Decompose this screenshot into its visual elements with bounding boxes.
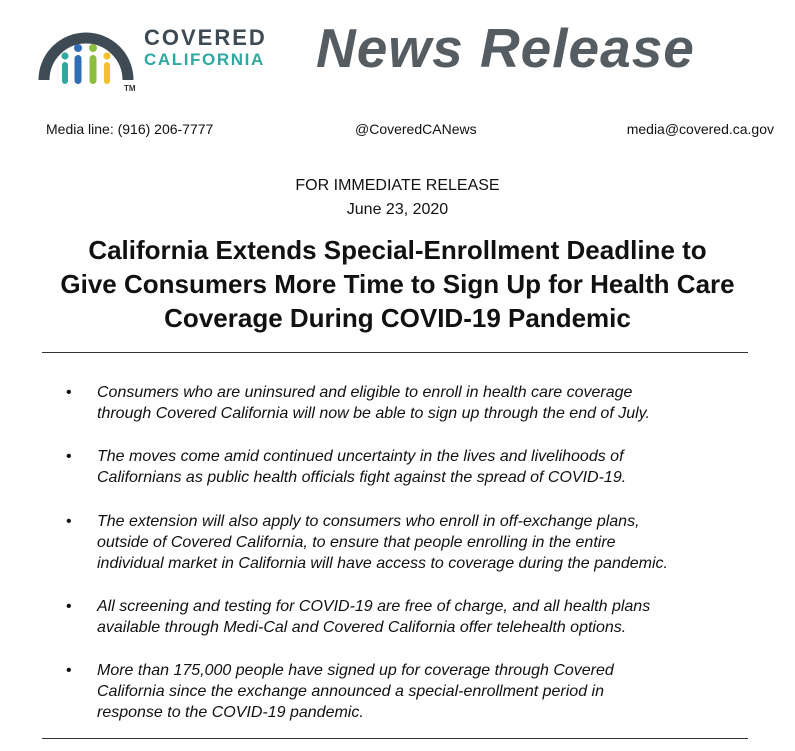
headline-line-1: California Extends Special-Enrollment Deadline to: [88, 235, 707, 265]
bullet-text: Consumers who are uninsured and eligible to enroll in health care coverage through Covered California will now be able to sign up through the end of July.: [97, 384, 650, 422]
headline: [0, 233, 795, 335]
logo-word-california: CALIFORNIA: [144, 50, 265, 69]
bullet-dot-icon: •: [66, 384, 72, 401]
divider-bottom: [42, 738, 748, 739]
twitter-handle[interactable]: @CoveredCANews: [355, 121, 477, 137]
bullet-dot-icon: •: [66, 448, 72, 465]
news-release-title: News Release: [316, 17, 695, 79]
bullet-text: The extension will also apply to consumers who enroll in off-exchange plans, outside of Covered California, to ensure that people enrolling in the entire individual market in California will have access to coverage during the pandemic.: [97, 513, 668, 572]
headline-line-3: Coverage During COVID-19 Pandemic: [164, 303, 631, 333]
trademark-mark: TM: [124, 84, 136, 93]
bullet-dot-icon: •: [66, 662, 72, 679]
media-line-phone: Media line: (916) 206-7777: [46, 121, 214, 137]
bullet-text: All screening and testing for COVID-19 are free of charge, and all health plans available through Medi-Cal and Covered California offer telehealth options.: [97, 598, 651, 636]
logo-word-covered: COVERED: [144, 25, 267, 50]
release-date: June 23, 2020: [346, 201, 449, 218]
bullet-dot-icon: •: [66, 513, 72, 530]
page-header: [0, 0, 795, 110]
logo-wordmark: [144, 27, 267, 71]
bullet-dot-icon: •: [66, 598, 72, 615]
release-label: FOR IMMEDIATE RELEASE: [295, 177, 500, 194]
bullet-text: The moves come amid continued uncertainty in the lives and livelihoods of Californians as public health officials fight against the spread of COVID-19.: [97, 448, 627, 486]
media-email[interactable]: media@covered.ca.gov: [626, 121, 774, 137]
covered-california-logo-icon: [36, 8, 136, 98]
divider-top: [42, 352, 748, 353]
headline-line-2: Give Consumers More Time to Sign Up for Health Care: [60, 269, 735, 299]
bullet-text: More than 175,000 people have signed up for coverage through Covered California since the exchange announced a special-enrollment period in response to the COVID-19 pandemic.: [97, 662, 614, 721]
